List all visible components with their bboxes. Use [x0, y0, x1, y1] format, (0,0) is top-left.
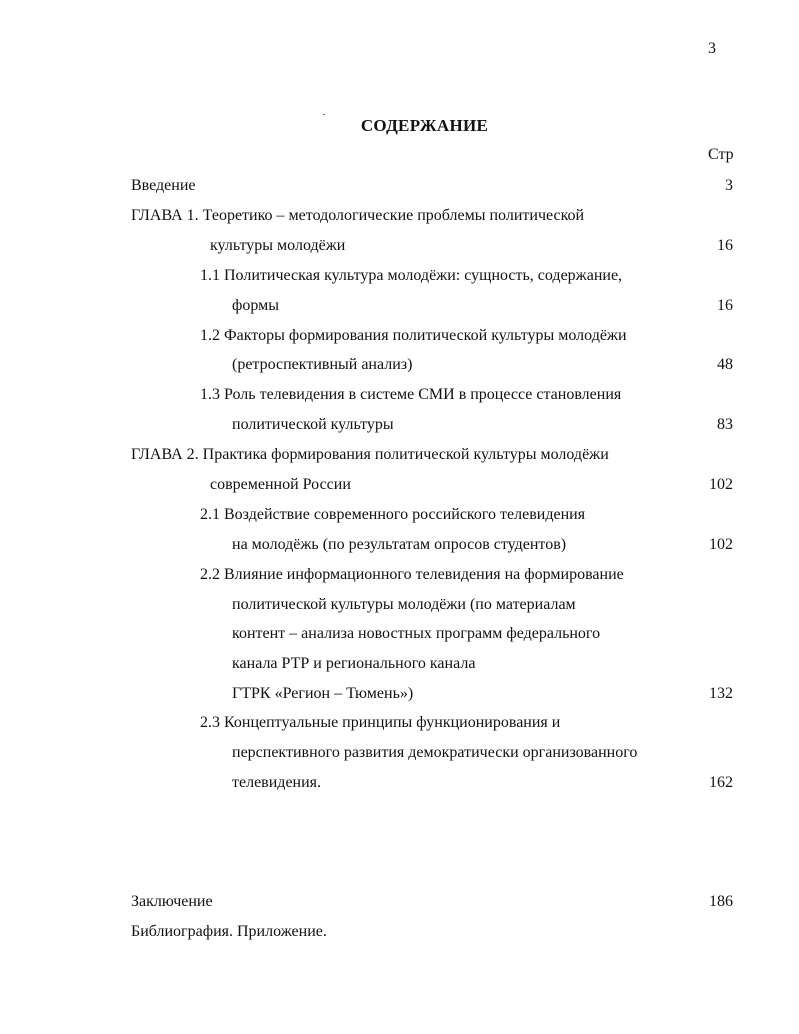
- toc-section-1-2-title: 1.2 Факторы формирования политической культуры молодёжи: [200, 327, 627, 344]
- toc-section-2-1-title: 2.1 Воздействие современного российского телевидения: [200, 506, 586, 523]
- scan-speck: [323, 114, 325, 115]
- toc-chapter2-page: 102: [709, 476, 733, 493]
- toc-section-1-3-title: 1.3 Роль телевидения в системе СМИ в процессе становления: [200, 386, 622, 403]
- toc-conclusion-page: 186: [709, 893, 733, 910]
- toc-section-2-2-title: 2.2 Влияние информационного телевидения на формирование: [200, 566, 624, 583]
- toc-section-1-3-page: 83: [717, 416, 733, 433]
- toc-chapter1-page: 16: [717, 237, 733, 254]
- toc-chapter2-title: ГЛАВА 2. Практика формирования политической культуры молодёжи: [131, 446, 609, 463]
- toc-section-2-3-title: 2.3 Концептуальные принципы функционирования и: [200, 714, 561, 731]
- page-number: 3: [708, 40, 716, 57]
- toc-section-1-3-title-cont: политической культуры: [232, 416, 394, 433]
- toc-section-1-1-title-cont: формы: [232, 297, 279, 314]
- toc-section-2-1-title-cont: на молодёжь (по результатам опросов студентов): [232, 536, 567, 553]
- toc-intro-label: Введение: [131, 177, 196, 194]
- toc-section-2-2-title-cont-2: контент – анализа новостных программ федерального: [232, 625, 601, 642]
- toc-section-1-2-page: 48: [717, 356, 733, 373]
- page-title: СОДЕРЖАНИЕ: [360, 116, 489, 135]
- toc-section-1-1-page: 16: [717, 297, 733, 314]
- toc-section-2-3-title-cont-1: перспективного развития демократически организованного: [232, 744, 638, 761]
- toc-section-2-2-page: 132: [709, 685, 733, 702]
- toc-chapter2-title-cont: современной России: [210, 476, 351, 493]
- page-column-header: Стр: [708, 146, 734, 163]
- toc-chapter1-title: ГЛАВА 1. Теоретико – методологические проблемы политической: [131, 207, 585, 224]
- toc-section-2-2-title-cont-1: политической культуры молодёжи (по материалам: [232, 596, 576, 613]
- toc-section-2-2-title-cont-3: канала РТР и регионального канала: [232, 655, 476, 672]
- toc-section-2-1-page: 102: [709, 536, 733, 553]
- toc-conclusion-label: Заключение: [131, 893, 213, 910]
- toc-section-1-1-title: 1.1 Политическая культура молодёжи: сущность, содержание,: [200, 267, 623, 284]
- toc-bibliography-label: Библиография. Приложение.: [131, 923, 327, 940]
- toc-section-2-3-page: 162: [709, 774, 733, 791]
- toc-chapter1-title-cont: культуры молодёжи: [210, 237, 346, 254]
- toc-section-1-2-title-cont: (ретроспективный анализ): [232, 356, 413, 373]
- toc-section-2-2-title-cont-4: ГТРК «Регион – Тюмень»): [232, 685, 414, 702]
- toc-intro-page: 3: [725, 177, 733, 194]
- toc-section-2-3-title-cont-2: телевидения.: [232, 774, 322, 791]
